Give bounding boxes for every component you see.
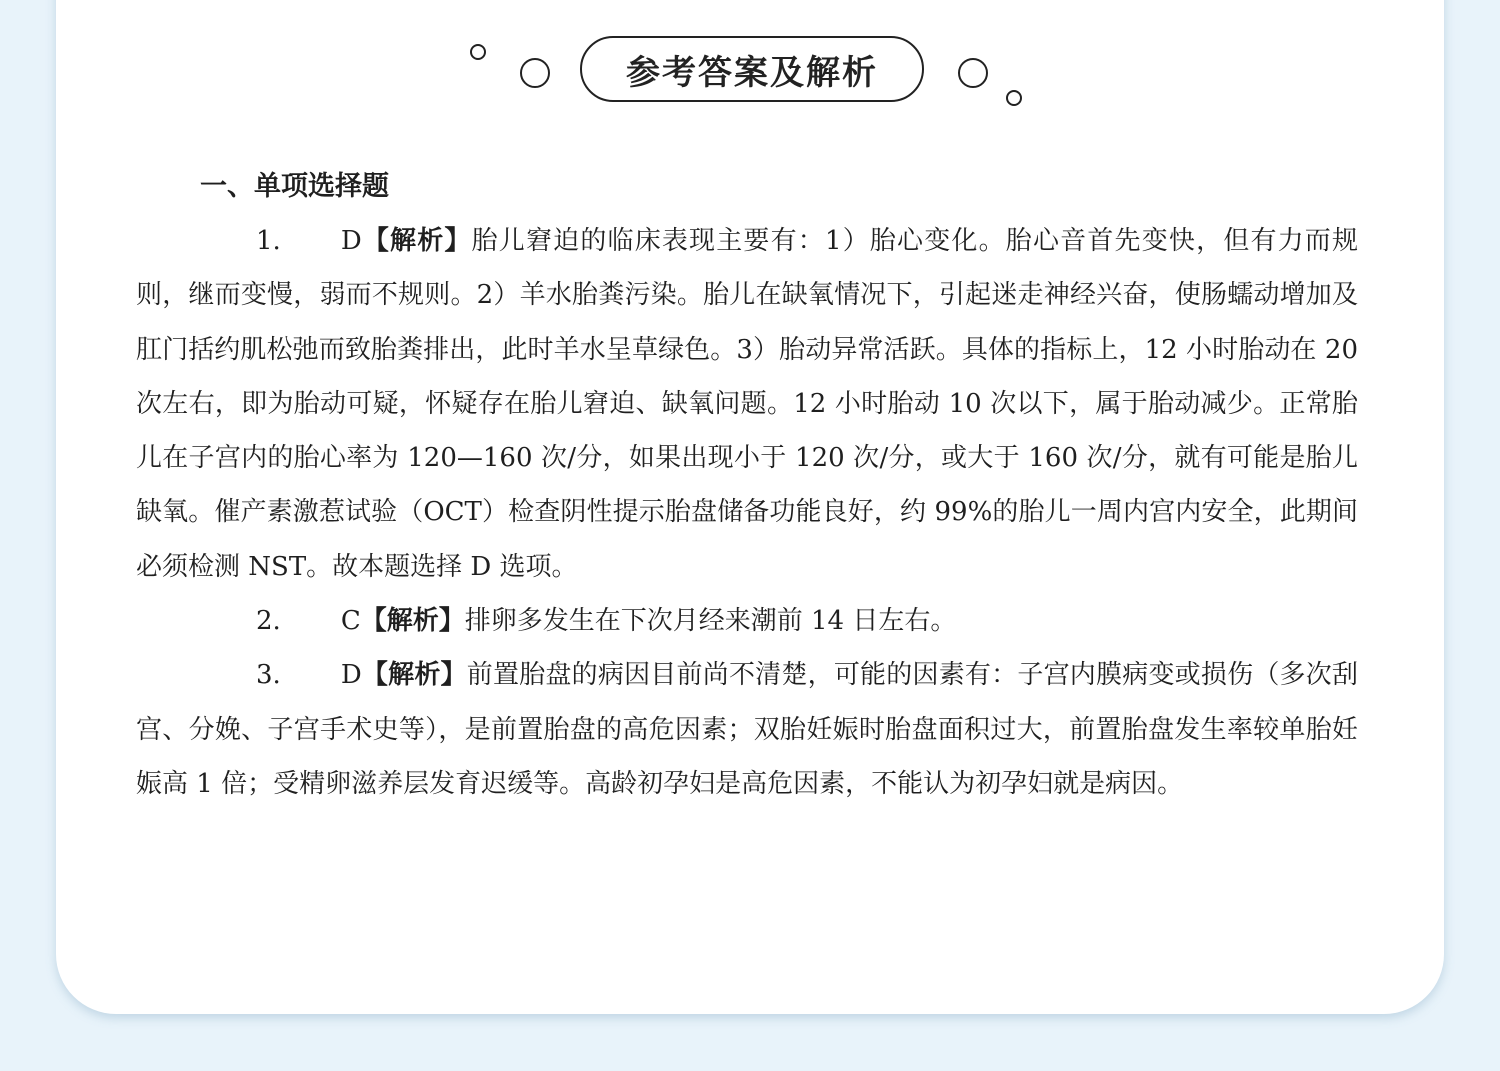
page-title: 参考答案及解析 (580, 36, 924, 102)
explanation-text: 排卵多发生在下次月经来潮前 14 日左右。 (464, 606, 957, 637)
explanation-text: 前置胎盘的病因目前尚不清楚，可能的因素有：子宫内膜病变或损伤（多次刮宫、分娩、子宫手术史等），是前置胎盘的高危因素；双胎妊娠时胎盘面积过大，前置胎盘发生率较单胎妊娠高 1 倍；受精卵滋养层发育迟缓等。高龄初孕妇是高危因素，不能认为初孕妇就是病因。 (136, 660, 1358, 799)
question-number: 3. (256, 660, 281, 691)
question-explanation-1 (136, 214, 1358, 594)
decorative-circle-icon (470, 44, 486, 60)
decorative-circle-icon (1006, 90, 1022, 106)
explanation-tag: 【解析】 (360, 606, 465, 637)
question-explanation-2 (136, 594, 1358, 648)
answer-letter: D (340, 226, 362, 256)
section-title: 一、单项选择题 (200, 171, 389, 202)
explanation-text: 胎儿窘迫的临床表现主要有：1）胎心变化。胎心音首先变快，但有力而规则，继而变慢，弱而不规则。2）羊水胎粪污染。胎儿在缺氧情况下，引起迷走神经兴奋，使肠蠕动增加及肛门括约肌松弛而致胎粪排出，此时羊水呈草绿色。3）胎动异常活跃。具体的指标上，12 小时胎动在 20 次左右，即为胎动可疑，怀疑存在胎儿窘迫、缺氧问题。12 小时胎动 10 次以下，属于胎动减少。正常胎儿在子宫内的胎心率为 120—160 次/分，如果出现小于 120 次/分，或大于 160 次/分，就有可能是胎儿缺氧。催产素激惹试验（OCT）检查阴性提示胎盘储备功能良好，约 99%的胎儿一周内宫内安全，此期间必须检测 NST。故本题选择 D 选项。 (136, 226, 1358, 582)
decorative-circle-icon (520, 58, 550, 88)
question-explanation-3 (136, 648, 1358, 811)
section-header (0, 36, 1500, 108)
answer-letter: C (340, 606, 361, 637)
question-number: 2. (256, 606, 281, 637)
answer-content (136, 160, 1358, 811)
answer-letter: D (340, 660, 362, 691)
question-number: 1. (256, 226, 281, 256)
decorative-circle-icon (958, 58, 988, 88)
explanation-tag: 【解析】 (361, 226, 472, 256)
explanation-tag: 【解析】 (361, 660, 467, 691)
